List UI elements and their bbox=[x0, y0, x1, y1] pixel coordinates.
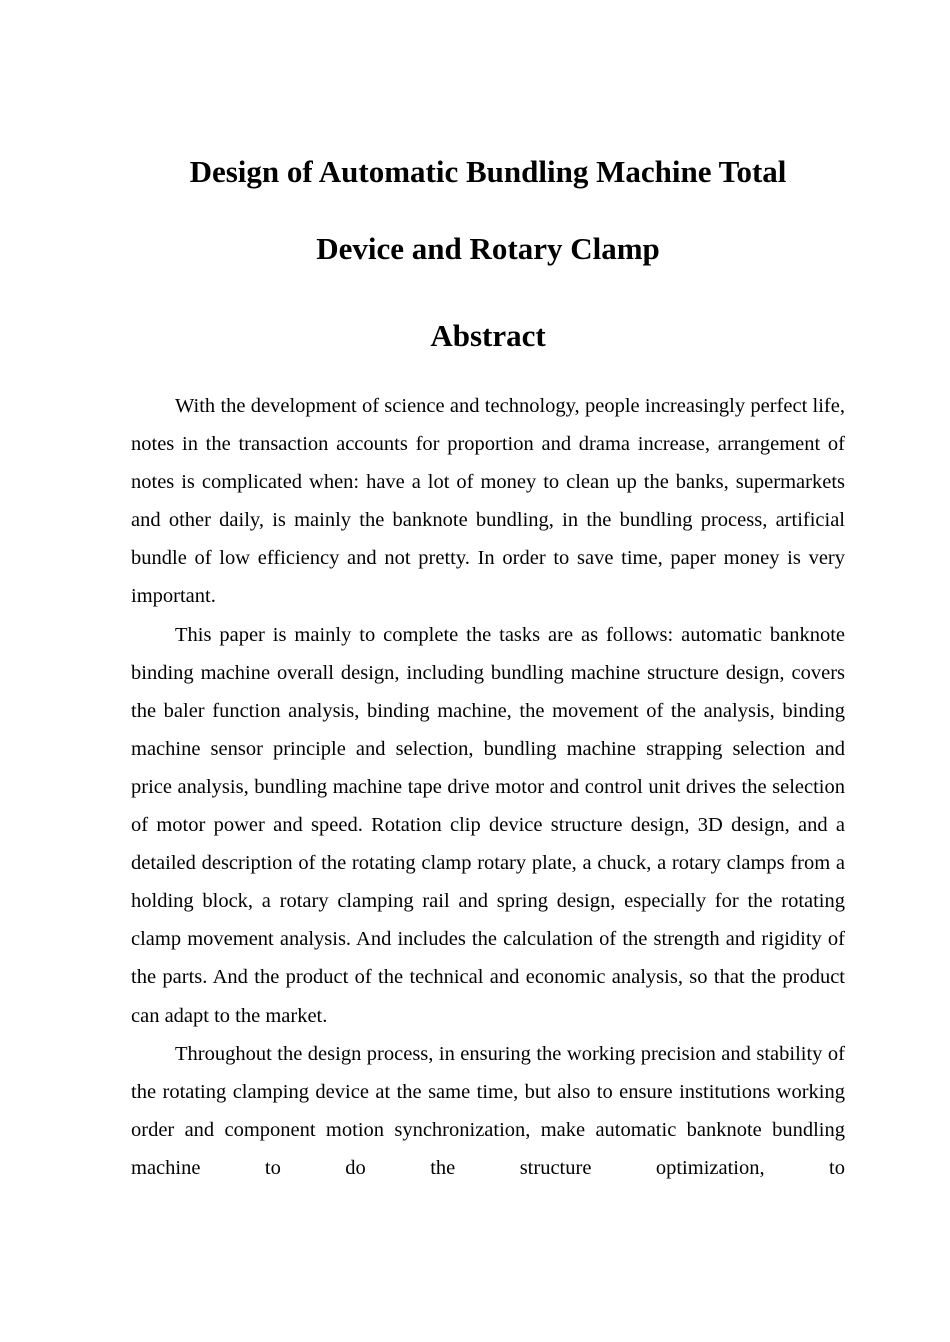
abstract-paragraph-3: Throughout the design process, in ensuring the working precision and stability of the rotating clamping device at the same time, but also to ensure institutions working order and component motion synchronization, make automatic banknote bundling machine to do the structure optimization, to bbox=[131, 1042, 845, 1179]
abstract-paragraph-2: This paper is mainly to complete the tasks are as follows: automatic banknote binding machine overall design, including bundling machine structure design, covers the baler function analysis, binding machine, the movement of the analysis, binding machine sensor principle and selection, bundling machine strapping selection and price analysis, bundling machine tape drive motor and control unit drives the selection of motor power and speed. Rotation clip device structure design, 3D design, and a detailed description of the rotating clamp rotary plate, a chuck, a rotary clamps from a holding block, a rotary clamping rail and spring design, especially for the rotating clamp movement analysis. And includes the calculation of the strength and rigidity of the parts. And the product of the technical and economic analysis, so that the product can adapt to the market. bbox=[131, 623, 845, 1027]
abstract-heading: Abstract bbox=[430, 318, 546, 353]
document-title-line-2: Device and Rotary Clamp bbox=[316, 231, 660, 266]
abstract-paragraph-1: With the development of science and technology, people increasingly perfect life, notes in the transaction accounts for proportion and drama increase, arrangement of notes is complicated when: have a lot of money to clean up the banks, supermarkets and other daily, is mainly the banknote bundling, in the bundling process, artificial bundle of low efficiency and not pretty. In order to save time, paper money is very important. bbox=[131, 395, 845, 608]
abstract-body bbox=[131, 387, 845, 1187]
document-title-line-1: Design of Automatic Bundling Machine Total bbox=[189, 154, 787, 189]
